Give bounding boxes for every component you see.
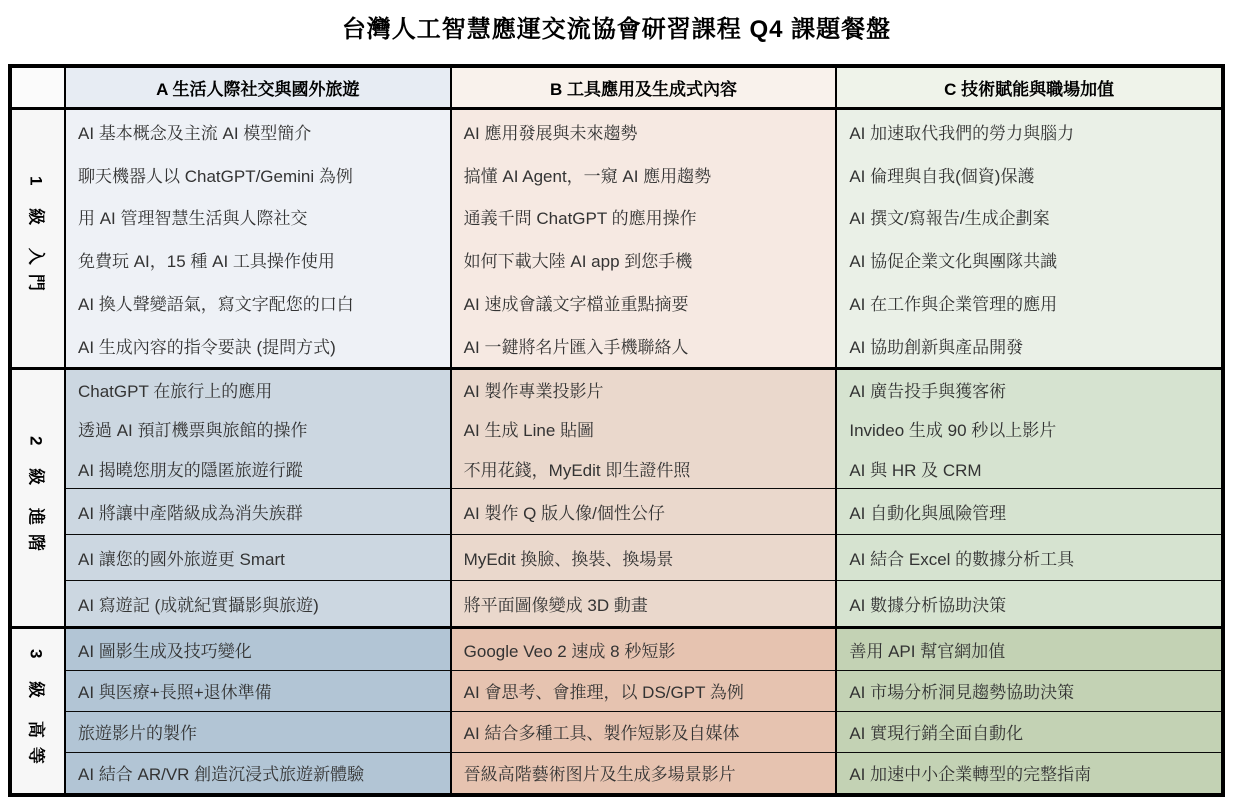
course-table bbox=[8, 64, 1225, 797]
course-item: AI 應用發展與未來趨勢 bbox=[463, 123, 638, 143]
level-3-col-c bbox=[835, 629, 1221, 793]
course-item: 善用 API 幫官網加值 bbox=[849, 641, 1006, 661]
table-header-row bbox=[12, 68, 1221, 110]
course-item: 不用花錢，MyEdit 即生證件照 bbox=[463, 460, 691, 480]
page-title: 台灣人工智慧應運交流協會研習課程 Q4 課題餐盤 bbox=[341, 16, 892, 43]
course-item: AI 市場分析洞見趨勢協助決策 bbox=[837, 670, 1221, 711]
level-3-col-a bbox=[64, 629, 450, 793]
level-2-row bbox=[12, 367, 1221, 627]
course-item: 通義千問 ChatGPT 的應用操作 bbox=[463, 209, 697, 229]
level-1-label-cell bbox=[12, 110, 64, 367]
course-item: AI 協助創新與產品開發 bbox=[849, 337, 1024, 357]
merged-cell bbox=[452, 370, 836, 489]
course-item: AI 將讓中產階級成為消失族群 bbox=[66, 488, 450, 534]
level-1-col-c bbox=[835, 110, 1221, 367]
level-3-row bbox=[12, 626, 1221, 793]
column-header-c: C 技術賦能與職場加值 bbox=[835, 68, 1221, 107]
course-item: AI 揭曉您朋友的隱匿旅遊行蹤 bbox=[78, 460, 303, 480]
course-item: AI 倫理與自我(個資)保護 bbox=[849, 166, 1035, 186]
course-item: AI 速成會議文字檔並重點摘要 bbox=[463, 295, 689, 315]
course-item: AI 加速取代我們的勞力與腦力 bbox=[849, 123, 1075, 143]
merged-cell bbox=[837, 370, 1221, 489]
level-1-label: 1 級 入門 bbox=[26, 176, 46, 301]
course-item: 晉級高階藝術图片及生成多場景影片 bbox=[452, 752, 836, 793]
course-item: 聊天機器人以 ChatGPT/Gemini 為例 bbox=[78, 166, 353, 186]
course-item: AI 實現行銷全面自動化 bbox=[837, 711, 1221, 752]
course-item: ChatGPT 在旅行上的應用 bbox=[78, 381, 273, 401]
course-item: AI 數據分析協助決策 bbox=[837, 580, 1221, 626]
merged-cell bbox=[66, 370, 450, 489]
course-item: 將平面圖像變成 3D 動畫 bbox=[452, 580, 836, 626]
level-3-label: 3 級 高等 bbox=[26, 649, 46, 774]
course-item: Invideo 生成 90 秒以上影片 bbox=[849, 421, 1057, 441]
course-item: AI 協促企業文化與團隊共識 bbox=[849, 252, 1058, 272]
course-item: AI 製作專業投影片 bbox=[463, 381, 604, 401]
course-item: AI 讓您的國外旅遊更 Smart bbox=[66, 534, 450, 580]
course-item: Google Veo 2 速成 8 秒短影 bbox=[463, 641, 676, 661]
course-item: AI 自動化與風險管理 bbox=[837, 488, 1221, 534]
course-item: AI 在工作與企業管理的應用 bbox=[849, 295, 1058, 315]
course-item: AI 結合 AR/VR 創造沉浸式旅遊新體驗 bbox=[66, 752, 450, 793]
corner-cell bbox=[12, 68, 64, 107]
level-1-row bbox=[12, 110, 1221, 367]
level-2-label: 2 級 進階 bbox=[26, 436, 46, 560]
level-3-col-b bbox=[450, 629, 836, 793]
course-item: AI 與医療+長照+退休準備 bbox=[66, 670, 450, 711]
course-item: AI 換人聲變語氣，寫文字配您的口白 bbox=[78, 295, 354, 315]
course-item: AI 結合多種工具、製作短影及自媒体 bbox=[452, 711, 836, 752]
course-item: AI 寫遊記 (成就紀實攝影與旅遊) bbox=[66, 580, 450, 626]
level-3-label-cell bbox=[12, 629, 64, 793]
course-item: AI 一鍵將名片匯入手機聯絡人 bbox=[463, 337, 689, 357]
column-header-b: B 工具應用及生成式內容 bbox=[450, 68, 836, 107]
course-item: AI 與 HR 及 CRM bbox=[849, 460, 982, 480]
level-1-col-b bbox=[450, 110, 836, 367]
course-item: 用 AI 管理智慧生活與人際社交 bbox=[78, 209, 308, 229]
course-item: AI 製作 Q 版人像/個性公仔 bbox=[452, 488, 836, 534]
course-item: AI 結合 Excel 的數據分析工具 bbox=[837, 534, 1221, 580]
course-item: 如何下載大陸 AI app 到您手機 bbox=[463, 252, 693, 272]
level-2-label-cell bbox=[12, 370, 64, 627]
course-item: 搞懂 AI Agent，一窺 AI 應用趨勢 bbox=[463, 166, 712, 186]
level-1-col-a bbox=[64, 110, 450, 367]
column-header-a: A 生活人際社交與國外旅遊 bbox=[64, 68, 450, 107]
course-item: 透過 AI 預訂機票與旅館的操作 bbox=[78, 421, 308, 441]
course-item: 免費玩 AI，15 種 AI 工具操作使用 bbox=[78, 252, 335, 272]
level-2-col-b bbox=[450, 370, 836, 627]
course-item: AI 會思考、會推理，以 DS/GPT 為例 bbox=[452, 670, 836, 711]
level-2-col-a bbox=[64, 370, 450, 627]
course-item: AI 生成 Line 貼圖 bbox=[463, 421, 595, 441]
course-item: AI 生成內容的指令要訣 (提問方式) bbox=[78, 337, 336, 357]
course-item: MyEdit 換臉、換裝、換場景 bbox=[452, 534, 836, 580]
level-2-col-c bbox=[835, 370, 1221, 627]
course-item: AI 基本概念及主流 AI 模型簡介 bbox=[78, 123, 312, 143]
course-item: AI 撰文/寫報告/生成企劃案 bbox=[849, 209, 1050, 229]
course-item: AI 圖影生成及技巧變化 bbox=[78, 641, 252, 661]
course-item: AI 加速中小企業轉型的完整指南 bbox=[837, 752, 1221, 793]
course-item: AI 廣告投手與獲客術 bbox=[849, 381, 1007, 401]
course-item: 旅遊影片的製作 bbox=[66, 711, 450, 752]
